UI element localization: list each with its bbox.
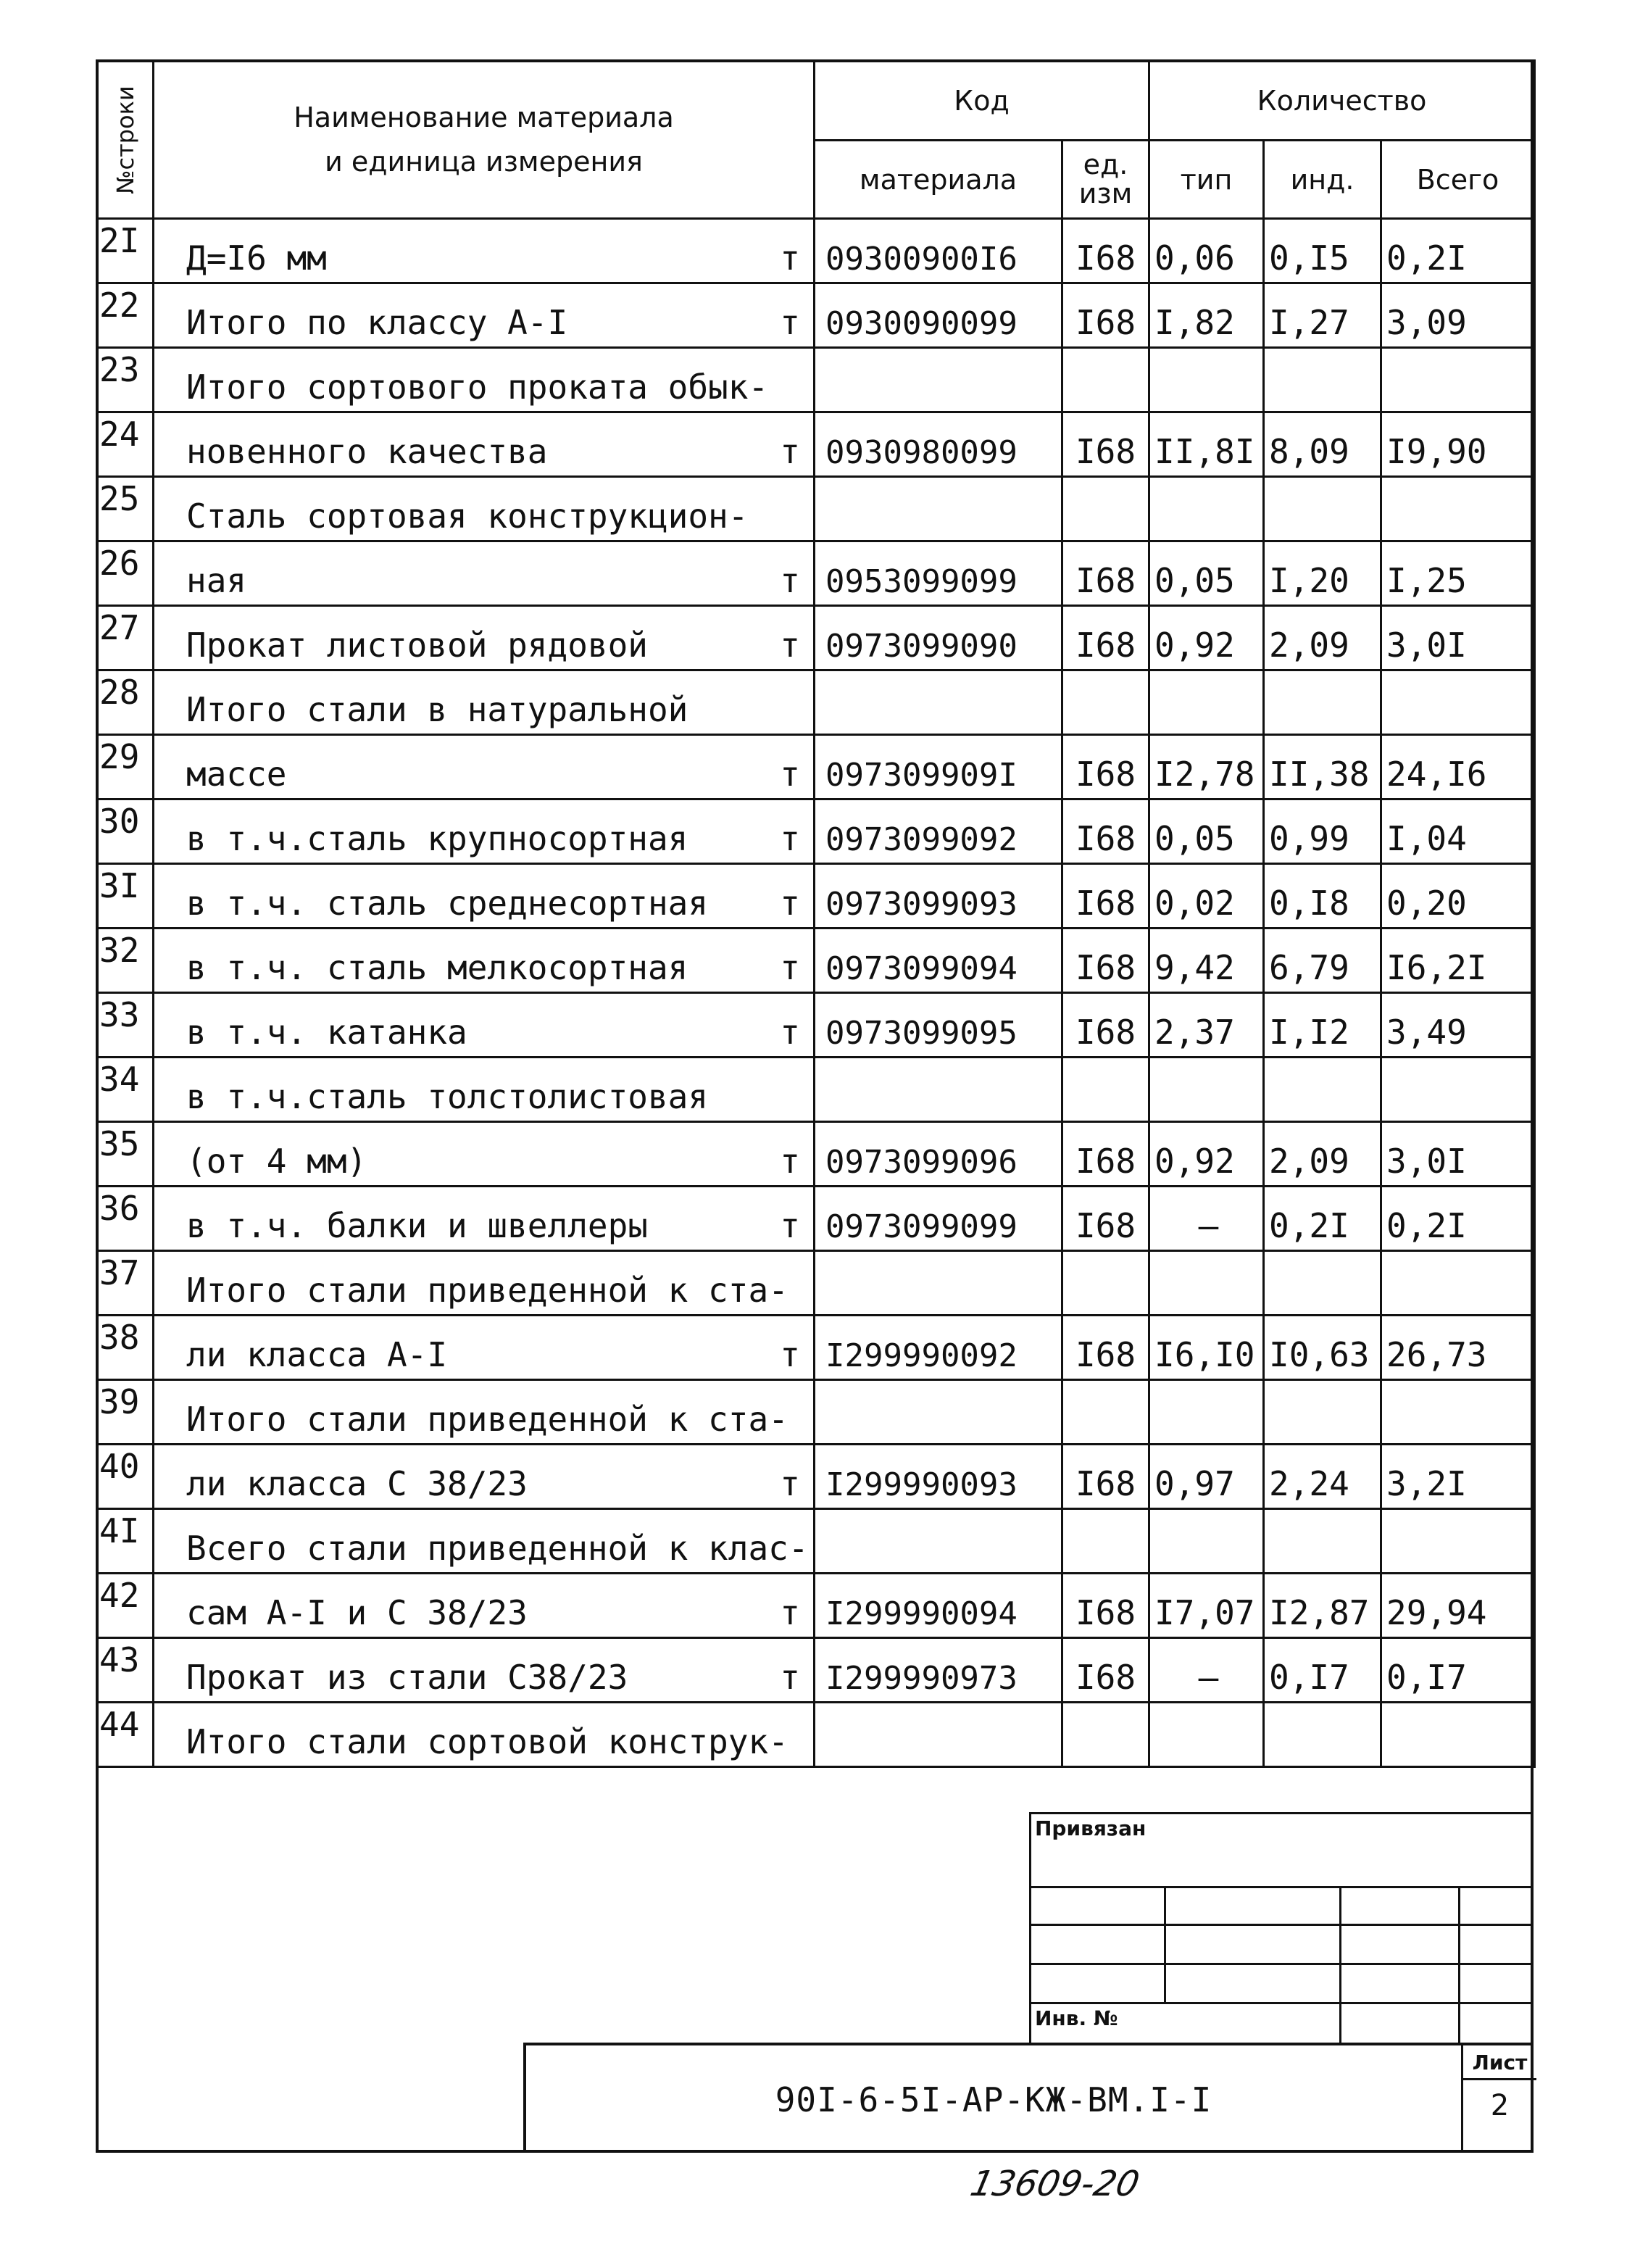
material-unit-label: т bbox=[780, 1464, 800, 1503]
qty-type: I,82 bbox=[1149, 283, 1264, 348]
qty-type: I2,78 bbox=[1149, 735, 1264, 799]
table-row bbox=[97, 993, 1535, 1058]
qty-total bbox=[1381, 348, 1535, 412]
header-qty-total: Всего bbox=[1381, 141, 1535, 219]
header-qty-type: тип bbox=[1149, 141, 1264, 219]
header-quantity-group: Количество bbox=[1149, 61, 1535, 141]
material-name-text: Итого по классу А-I bbox=[186, 303, 568, 342]
qty-total: 24,I6 bbox=[1381, 735, 1535, 799]
qty-type bbox=[1149, 1509, 1264, 1574]
stamp-divider-1 bbox=[1164, 1886, 1166, 2002]
table-row bbox=[97, 799, 1535, 864]
qty-total bbox=[1381, 477, 1535, 541]
table-row bbox=[97, 1638, 1535, 1703]
title-block bbox=[523, 2043, 1534, 2153]
unit-code: I68 bbox=[1062, 1574, 1149, 1638]
material-unit-label: т bbox=[780, 432, 800, 471]
material-code: 0973099090 bbox=[815, 606, 1062, 670]
qty-total bbox=[1381, 1058, 1535, 1122]
header-material-name bbox=[154, 61, 815, 219]
qty-total: I,25 bbox=[1381, 541, 1535, 606]
material-name-text: новенного качества bbox=[186, 432, 548, 471]
material-name-text: в т.ч.сталь крупносортная bbox=[186, 819, 688, 858]
qty-ind: 8,09 bbox=[1264, 412, 1381, 477]
unit-code: I68 bbox=[1062, 799, 1149, 864]
unit-code: I68 bbox=[1062, 1316, 1149, 1380]
material-unit-label: т bbox=[780, 884, 800, 923]
material-name-text: Прокат листовой рядовой bbox=[186, 626, 648, 665]
table-row bbox=[97, 929, 1535, 993]
qty-total: I,04 bbox=[1381, 799, 1535, 864]
material-name bbox=[154, 735, 815, 799]
material-name bbox=[154, 219, 815, 283]
qty-total: 3,49 bbox=[1381, 993, 1535, 1058]
unit-code: I68 bbox=[1062, 1122, 1149, 1187]
material-code: 0973099094 bbox=[815, 929, 1062, 993]
stamp-bound-label: Привязан bbox=[1035, 1816, 1147, 1840]
material-name-text: ли класса А-I bbox=[186, 1335, 448, 1374]
qty-total: 0,2I bbox=[1381, 1187, 1535, 1251]
qty-total bbox=[1381, 1509, 1535, 1574]
qty-total bbox=[1381, 1251, 1535, 1316]
material-unit-label: т bbox=[780, 755, 800, 794]
material-unit-label: т bbox=[780, 1206, 800, 1245]
material-unit-label: т bbox=[780, 819, 800, 858]
qty-total bbox=[1381, 1380, 1535, 1445]
row-number: 43 bbox=[97, 1638, 154, 1703]
qty-ind bbox=[1264, 477, 1381, 541]
qty-ind: 0,I5 bbox=[1264, 219, 1381, 283]
qty-total: 26,73 bbox=[1381, 1316, 1535, 1380]
qty-type bbox=[1149, 1703, 1264, 1767]
material-name bbox=[154, 1316, 815, 1380]
material-name bbox=[154, 1058, 815, 1122]
qty-total: I9,90 bbox=[1381, 412, 1535, 477]
qty-ind: 0,I7 bbox=[1264, 1638, 1381, 1703]
qty-total: 0,I7 bbox=[1381, 1638, 1535, 1703]
table-header bbox=[97, 61, 1535, 219]
qty-ind bbox=[1264, 1509, 1381, 1574]
row-number: 26 bbox=[97, 541, 154, 606]
material-unit-label: т bbox=[780, 561, 800, 600]
unit-code bbox=[1062, 1251, 1149, 1316]
qty-type bbox=[1149, 477, 1264, 541]
row-number: 40 bbox=[97, 1445, 154, 1509]
material-code: I299990093 bbox=[815, 1445, 1062, 1509]
qty-type: 0,05 bbox=[1149, 799, 1264, 864]
material-code bbox=[815, 1509, 1062, 1574]
qty-type bbox=[1149, 670, 1264, 735]
table-row bbox=[97, 1251, 1535, 1316]
material-name-text: Всего стали приведенной к клас- bbox=[186, 1529, 809, 1568]
unit-code: I68 bbox=[1062, 283, 1149, 348]
document-code: 90I-6-5I-АР-КЖ-ВМ.I-I bbox=[775, 2080, 1212, 2119]
qty-ind bbox=[1264, 1380, 1381, 1445]
qty-type: – bbox=[1149, 1187, 1264, 1251]
header-code-unit: ед. изм bbox=[1062, 141, 1149, 219]
unit-code: I68 bbox=[1062, 929, 1149, 993]
qty-type: 0,05 bbox=[1149, 541, 1264, 606]
qty-type: 0,92 bbox=[1149, 606, 1264, 670]
table-row bbox=[97, 1445, 1535, 1509]
material-name-text: сам А-I и С 38/23 bbox=[186, 1593, 528, 1632]
material-code: 0930090099 bbox=[815, 283, 1062, 348]
table-row bbox=[97, 1058, 1535, 1122]
qty-ind: I,20 bbox=[1264, 541, 1381, 606]
material-unit-label: т bbox=[780, 1013, 800, 1052]
material-name bbox=[154, 1251, 815, 1316]
material-name-text: ли класса С 38/23 bbox=[186, 1464, 528, 1503]
material-code: 097309909I bbox=[815, 735, 1062, 799]
row-number: 27 bbox=[97, 606, 154, 670]
row-number: 39 bbox=[97, 1380, 154, 1445]
row-number: 32 bbox=[97, 929, 154, 993]
material-code: 0953099099 bbox=[815, 541, 1062, 606]
row-number: 22 bbox=[97, 283, 154, 348]
material-name-text: Итого сортового проката обык- bbox=[186, 367, 769, 407]
table-row bbox=[97, 1122, 1535, 1187]
material-code bbox=[815, 348, 1062, 412]
unit-code bbox=[1062, 670, 1149, 735]
row-number: 29 bbox=[97, 735, 154, 799]
table-row bbox=[97, 864, 1535, 929]
material-name bbox=[154, 1445, 815, 1509]
material-name bbox=[154, 348, 815, 412]
unit-code: I68 bbox=[1062, 541, 1149, 606]
material-name-text: массе bbox=[186, 755, 287, 794]
material-name-text: в т.ч.сталь толстолистовая bbox=[186, 1077, 709, 1116]
qty-type bbox=[1149, 1380, 1264, 1445]
qty-type: 0,92 bbox=[1149, 1122, 1264, 1187]
material-name bbox=[154, 412, 815, 477]
qty-ind: I2,87 bbox=[1264, 1574, 1381, 1638]
material-name bbox=[154, 929, 815, 993]
table-row bbox=[97, 1380, 1535, 1445]
material-name bbox=[154, 864, 815, 929]
qty-ind: 6,79 bbox=[1264, 929, 1381, 993]
material-name bbox=[154, 541, 815, 606]
material-code bbox=[815, 1380, 1062, 1445]
qty-total: I6,2I bbox=[1381, 929, 1535, 993]
qty-total: 3,09 bbox=[1381, 283, 1535, 348]
qty-ind bbox=[1264, 1251, 1381, 1316]
unit-code: I68 bbox=[1062, 735, 1149, 799]
row-number: 36 bbox=[97, 1187, 154, 1251]
qty-type: 0,02 bbox=[1149, 864, 1264, 929]
qty-ind: I,I2 bbox=[1264, 993, 1381, 1058]
header-qty-ind: инд. bbox=[1264, 141, 1381, 219]
row-number: 37 bbox=[97, 1251, 154, 1316]
qty-type: 9,42 bbox=[1149, 929, 1264, 993]
sheet-label: Лист bbox=[1463, 2045, 1536, 2080]
unit-code: I68 bbox=[1062, 993, 1149, 1058]
material-code: 0973099099 bbox=[815, 1187, 1062, 1251]
material-code: 0930980099 bbox=[815, 412, 1062, 477]
unit-code: I68 bbox=[1062, 1638, 1149, 1703]
qty-ind bbox=[1264, 1703, 1381, 1767]
material-name bbox=[154, 1509, 815, 1574]
qty-ind bbox=[1264, 670, 1381, 735]
table-row bbox=[97, 670, 1535, 735]
material-code: 0973099095 bbox=[815, 993, 1062, 1058]
stamp-border-right bbox=[1531, 1812, 1534, 2043]
unit-code bbox=[1062, 348, 1149, 412]
row-number: 28 bbox=[97, 670, 154, 735]
stamp-divider-2 bbox=[1339, 1886, 1341, 2043]
qty-type: – bbox=[1149, 1638, 1264, 1703]
stamp-border-left bbox=[1029, 1812, 1031, 2043]
qty-type bbox=[1149, 1058, 1264, 1122]
material-unit-label: т bbox=[780, 626, 800, 665]
row-number: 23 bbox=[97, 348, 154, 412]
qty-ind: 0,99 bbox=[1264, 799, 1381, 864]
binding-stamp bbox=[1029, 1812, 1534, 2030]
material-code bbox=[815, 477, 1062, 541]
qty-ind: II,38 bbox=[1264, 735, 1381, 799]
unit-code bbox=[1062, 1509, 1149, 1574]
material-unit-label: т bbox=[780, 1335, 800, 1374]
table-row bbox=[97, 606, 1535, 670]
qty-total bbox=[1381, 670, 1535, 735]
unit-code: I68 bbox=[1062, 606, 1149, 670]
row-number: 38 bbox=[97, 1316, 154, 1380]
material-name bbox=[154, 606, 815, 670]
material-code bbox=[815, 1703, 1062, 1767]
unit-code bbox=[1062, 1380, 1149, 1445]
material-name-text: в т.ч. сталь среднесортная bbox=[186, 884, 709, 923]
row-number: 3I bbox=[97, 864, 154, 929]
table-row bbox=[97, 1703, 1535, 1767]
qty-type bbox=[1149, 1251, 1264, 1316]
row-number: 25 bbox=[97, 477, 154, 541]
material-name-text: ная bbox=[186, 561, 247, 600]
qty-ind: 2,09 bbox=[1264, 1122, 1381, 1187]
qty-total: 0,2I bbox=[1381, 219, 1535, 283]
row-number: 4I bbox=[97, 1509, 154, 1574]
stamp-border-top bbox=[1029, 1812, 1534, 1814]
material-unit-label: т bbox=[780, 1142, 800, 1181]
material-name bbox=[154, 670, 815, 735]
qty-type: II,8I bbox=[1149, 412, 1264, 477]
unit-code: I68 bbox=[1062, 864, 1149, 929]
qty-total bbox=[1381, 1703, 1535, 1767]
qty-total: 0,20 bbox=[1381, 864, 1535, 929]
qty-type: 0,97 bbox=[1149, 1445, 1264, 1509]
materials-table bbox=[96, 59, 1536, 1768]
qty-ind: 0,I8 bbox=[1264, 864, 1381, 929]
table-row bbox=[97, 1316, 1535, 1380]
table-row bbox=[97, 348, 1535, 412]
header-row-number bbox=[97, 61, 154, 219]
row-number: 44 bbox=[97, 1703, 154, 1767]
table-row bbox=[97, 1509, 1535, 1574]
row-number: 34 bbox=[97, 1058, 154, 1122]
qty-type: 0,06 bbox=[1149, 219, 1264, 283]
unit-code: I68 bbox=[1062, 1445, 1149, 1509]
row-number: 33 bbox=[97, 993, 154, 1058]
material-code: 0973099092 bbox=[815, 799, 1062, 864]
row-number: 30 bbox=[97, 799, 154, 864]
material-code bbox=[815, 1251, 1062, 1316]
material-name bbox=[154, 283, 815, 348]
material-code: I299990973 bbox=[815, 1638, 1062, 1703]
table-row bbox=[97, 283, 1535, 348]
qty-ind: 2,09 bbox=[1264, 606, 1381, 670]
table-body bbox=[97, 219, 1535, 1767]
material-name-text: в т.ч. катанка bbox=[186, 1013, 467, 1052]
qty-ind: 2,24 bbox=[1264, 1445, 1381, 1509]
material-code bbox=[815, 1058, 1062, 1122]
table-row bbox=[97, 541, 1535, 606]
qty-type: I6,I0 bbox=[1149, 1316, 1264, 1380]
material-name-text: Прокат из стали С38/23 bbox=[186, 1658, 628, 1697]
material-name bbox=[154, 1574, 815, 1638]
material-unit-label: т bbox=[780, 303, 800, 342]
material-name bbox=[154, 1187, 815, 1251]
table-row bbox=[97, 412, 1535, 477]
material-code: 09300900I6 bbox=[815, 219, 1062, 283]
header-name-line1: Наименование материала bbox=[294, 101, 674, 133]
unit-code bbox=[1062, 1703, 1149, 1767]
material-unit-label: т bbox=[780, 1593, 800, 1632]
material-code: 0973099093 bbox=[815, 864, 1062, 929]
qty-type: 2,37 bbox=[1149, 993, 1264, 1058]
material-name-text: Д=I6 мм bbox=[186, 238, 327, 278]
material-name bbox=[154, 1122, 815, 1187]
unit-code bbox=[1062, 477, 1149, 541]
material-name-text: Итого стали в натуральной bbox=[186, 690, 688, 729]
material-name bbox=[154, 477, 815, 541]
qty-total: 3,2I bbox=[1381, 1445, 1535, 1509]
unit-code: I68 bbox=[1062, 412, 1149, 477]
qty-ind: I,27 bbox=[1264, 283, 1381, 348]
header-row-number-label: №строки bbox=[111, 85, 139, 194]
qty-total: 3,0I bbox=[1381, 606, 1535, 670]
qty-ind bbox=[1264, 348, 1381, 412]
material-name-text: Итого стали приведенной к ста- bbox=[186, 1400, 788, 1439]
table-row bbox=[97, 735, 1535, 799]
header-code-material: материала bbox=[815, 141, 1062, 219]
sheet-number-cell bbox=[1461, 2045, 1536, 2153]
stamp-divider-3 bbox=[1458, 1886, 1460, 2043]
material-name bbox=[154, 1703, 815, 1767]
material-name bbox=[154, 1380, 815, 1445]
material-code bbox=[815, 670, 1062, 735]
material-unit-label: т bbox=[780, 948, 800, 987]
material-name bbox=[154, 1638, 815, 1703]
qty-type: I7,07 bbox=[1149, 1574, 1264, 1638]
material-name bbox=[154, 799, 815, 864]
header-code-group: Код bbox=[815, 61, 1149, 141]
qty-ind: 0,2I bbox=[1264, 1187, 1381, 1251]
table-row bbox=[97, 477, 1535, 541]
header-name-line2: и единица измерения bbox=[325, 145, 643, 178]
material-name-text: Сталь сортовая конструкцион- bbox=[186, 497, 749, 536]
row-number: 2I bbox=[97, 219, 154, 283]
qty-ind bbox=[1264, 1058, 1381, 1122]
handwritten-note: 13609-20 bbox=[967, 2164, 1144, 2204]
row-number: 24 bbox=[97, 412, 154, 477]
material-code: 0973099096 bbox=[815, 1122, 1062, 1187]
table-row bbox=[97, 219, 1535, 283]
row-number: 35 bbox=[97, 1122, 154, 1187]
unit-code bbox=[1062, 1058, 1149, 1122]
material-name-text: Итого стали приведенной к ста- bbox=[186, 1271, 788, 1310]
qty-total: 29,94 bbox=[1381, 1574, 1535, 1638]
material-code: I299990094 bbox=[815, 1574, 1062, 1638]
unit-code: I68 bbox=[1062, 219, 1149, 283]
material-unit-label: т bbox=[780, 1658, 800, 1697]
qty-ind: I0,63 bbox=[1264, 1316, 1381, 1380]
material-name-text: в т.ч. сталь мелкосортная bbox=[186, 948, 688, 987]
qty-total: 3,0I bbox=[1381, 1122, 1535, 1187]
stamp-inv-label: Инв. № bbox=[1035, 2006, 1118, 2030]
row-number: 42 bbox=[97, 1574, 154, 1638]
unit-code: I68 bbox=[1062, 1187, 1149, 1251]
table-row bbox=[97, 1187, 1535, 1251]
material-name-text: в т.ч. балки и швеллеры bbox=[186, 1206, 648, 1245]
material-name-text: Итого стали сортовой конструк- bbox=[186, 1722, 788, 1761]
material-unit-label: т bbox=[780, 238, 800, 278]
qty-type bbox=[1149, 348, 1264, 412]
sheet-number: 2 bbox=[1490, 2089, 1510, 2122]
material-code: I299990092 bbox=[815, 1316, 1062, 1380]
material-name-text: (от 4 мм) bbox=[186, 1142, 367, 1181]
table-row bbox=[97, 1574, 1535, 1638]
material-name bbox=[154, 993, 815, 1058]
